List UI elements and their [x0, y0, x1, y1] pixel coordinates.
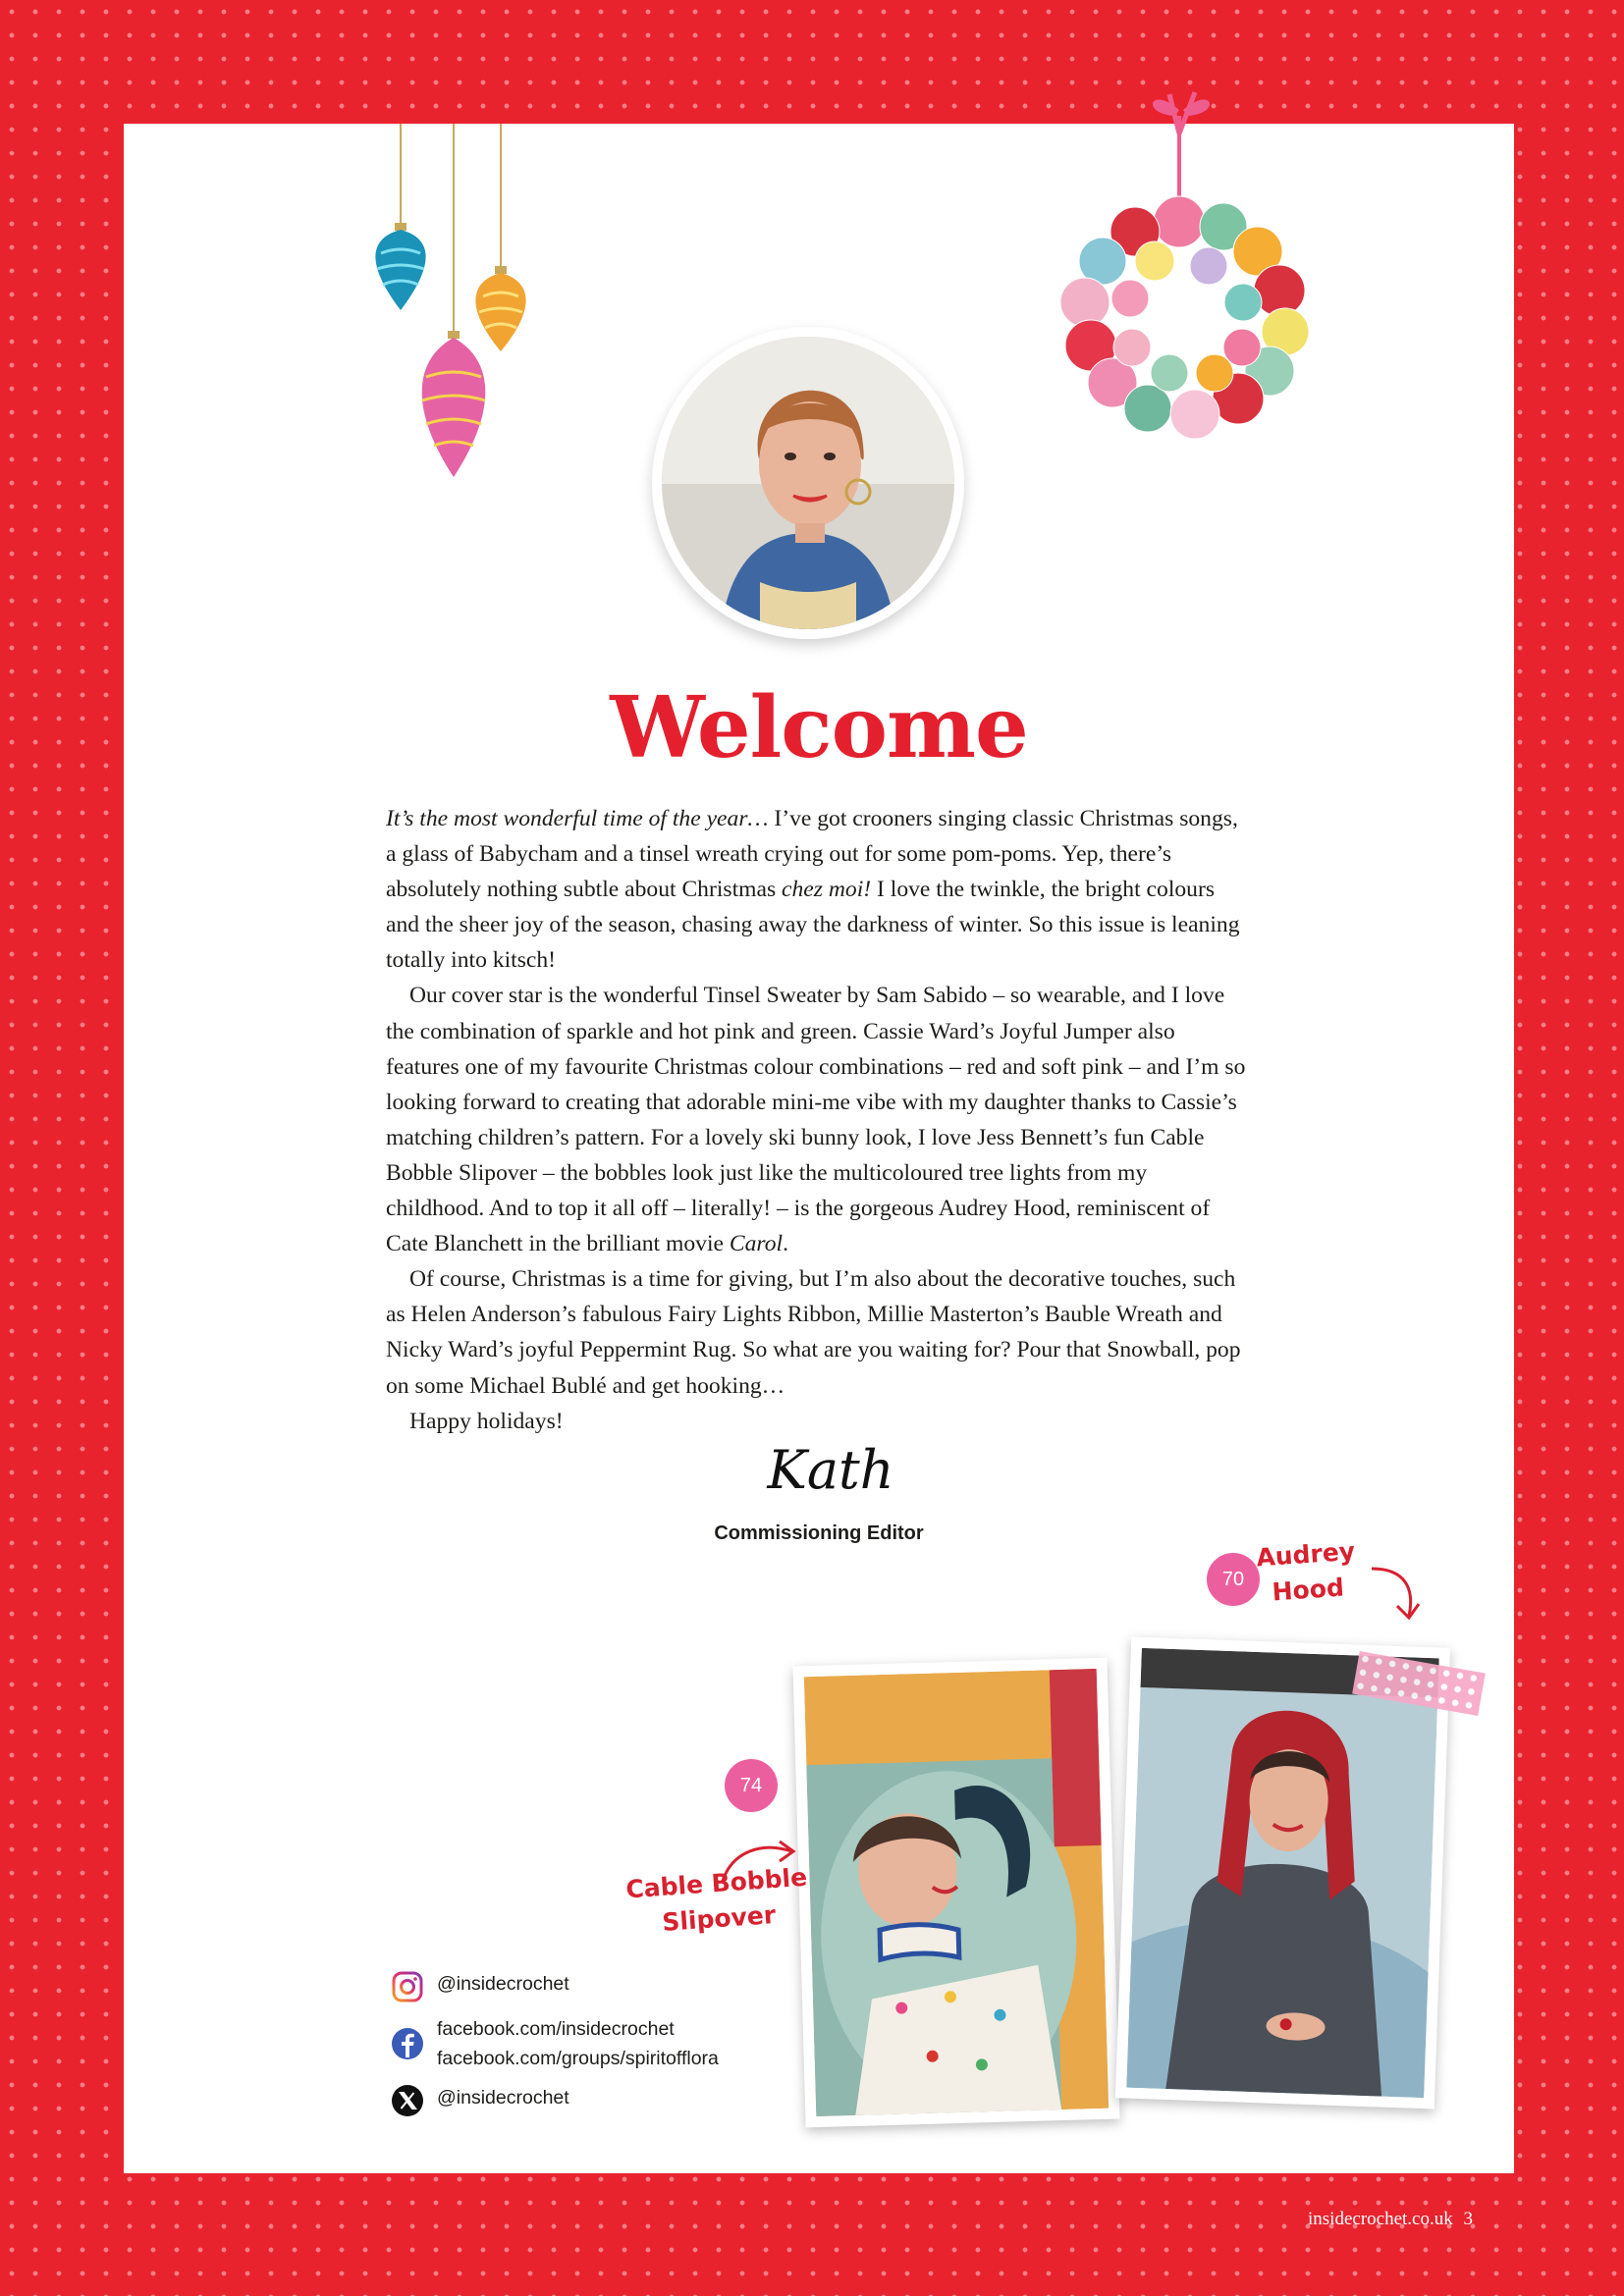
paragraph-3: Of course, Christmas is a time for giving, but I’m also about the decorative touches, such as Helen Anderson’s fabulous Fairy Lights Ribbon, Millie Masterton’s Bauble Wreath and Nicky Ward’s joyful Peppermint Rug. So what are you waiting for? Pour that Snowball, pop on some Michael Bublé and get hooking…	[386, 1266, 1241, 1399]
editor-portrait-photo	[652, 327, 964, 639]
curved-arrow-down-icon	[1366, 1559, 1425, 1628]
instagram-row[interactable]	[390, 1969, 719, 2004]
x-logo-icon	[390, 2083, 425, 2118]
instagram-icon	[390, 1969, 425, 2004]
facebook-group-link[interactable]: facebook.com/groups/spiritofflora	[437, 2048, 719, 2069]
page-footer	[1308, 2209, 1473, 2230]
bauble-ornaments-illustration	[320, 124, 674, 497]
intro-lead: It’s the most wonderful time of the year…	[386, 806, 769, 831]
x-row[interactable]	[390, 2083, 719, 2118]
bauble-wreath-illustration	[1022, 75, 1356, 487]
editor-signature: Kath	[767, 1439, 894, 1501]
intro-paragraph: It’s the most wonderful time of the year… I’ve got crooners singing classic Christmas songs, a glass of Babycham and a tinsel wreath crying out for some pom-poms. Yep, there’s absolutely nothing subtle about Christmas chez moi! I love the twinkle, the bright colours and the sheer joy of the season, chasing away the darkness of winter. So this issue is leaning totally into kitsch!	[386, 806, 1240, 974]
cable-bobble-slipover-photo	[793, 1658, 1120, 2128]
social-links	[390, 1969, 719, 2128]
cable-bobble-slipover-label: Cable Bobble Slipover	[624, 1862, 808, 1937]
facebook-icon	[390, 2026, 425, 2061]
audrey-hood-photo	[1115, 1636, 1450, 2109]
page-number: 3	[1463, 2209, 1473, 2229]
facebook-page-link[interactable]: facebook.com/insidecrochet	[437, 2018, 675, 2040]
footer-site[interactable]: insidecrochet.co.uk	[1308, 2209, 1453, 2229]
page-title: Welcome	[610, 678, 1028, 777]
editorial-body	[386, 801, 1250, 1439]
page-badge-74: 74	[729, 1763, 774, 1808]
editorial-page	[124, 124, 1514, 2173]
editor-role: Commissioning Editor	[714, 1522, 924, 1544]
paragraph-4: Happy holidays!	[409, 1408, 564, 1434]
paragraph-2: Our cover star is the wonderful Tinsel Sweater by Sam Sabido – so wearable, and I love the combination of sparkle and hot pink and green. Cassie Ward’s Joyful Jumper also features one of my favourite Christmas colour combinations – red and soft pink – and I’m so looking forward to creating that adorable mini-me vibe with my daughter thanks to Cassie’s matching children’s pattern. For a lovely ski bunny look, I love Jess Bennett’s fun Cable Bobble Slipover – the bobbles look just like the multicoloured tree lights from my childhood. And to top it all off – literally! – is the gorgeous Audrey Hood, reminiscent of Cate Blanchett in the brilliant movie Carol.	[386, 983, 1246, 1257]
page-badge-70: 70	[1211, 1557, 1256, 1602]
instagram-handle[interactable]: @insidecrochet	[437, 1973, 569, 1995]
x-handle[interactable]: @insidecrochet	[437, 2087, 569, 2109]
facebook-row	[390, 2014, 719, 2073]
audrey-hood-label: Audrey Hood	[1255, 1536, 1356, 1607]
